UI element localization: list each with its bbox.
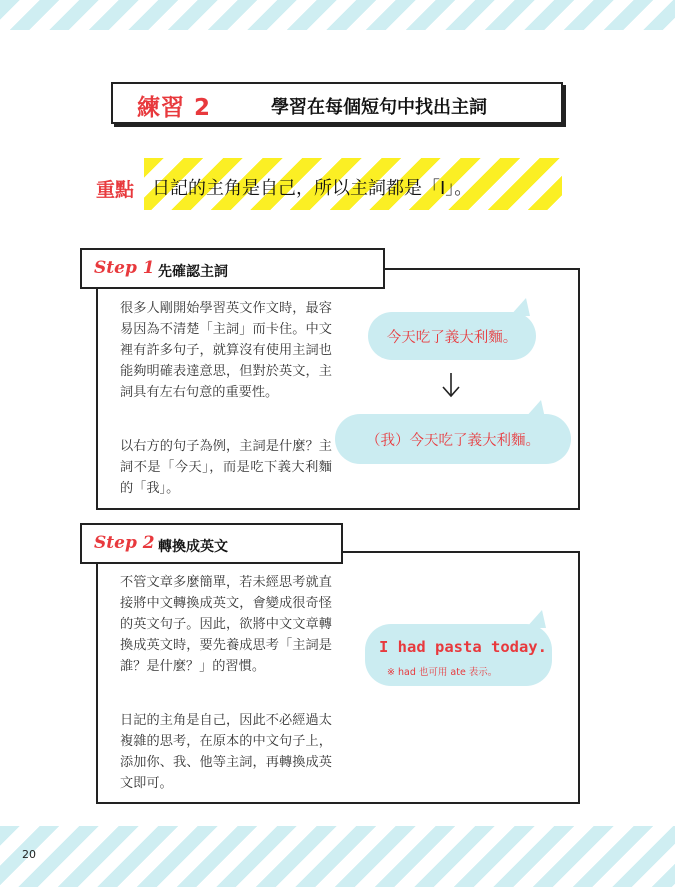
step1-paragraph-1: 很多人剛開始學習英文作文時，最容易因為不清楚「主詞」而卡住。中文裡有許多句子，就算沒有使用主詞也能夠明確表達意思，但對於英文，主詞具有左右句意的重要性。 xyxy=(120,301,332,400)
exercise-title-box xyxy=(111,82,563,124)
bubble-tail xyxy=(526,610,546,628)
speech-bubble-english xyxy=(365,624,552,686)
page-number: 20 xyxy=(22,848,36,861)
bubble-with-subject-text: （我）今天吃了義大利麵。 xyxy=(366,433,540,449)
step1-paragraph-2: 以右方的句子為例，主詞是什麼？主詞不是「今天」，而是吃下義大利麵的「我」。 xyxy=(120,439,332,496)
top-stripe-band xyxy=(0,0,675,30)
bubble-tail xyxy=(510,298,530,316)
step1-title: 先確認主詞 xyxy=(158,264,228,280)
exercise-title: 學習在每個短句中找出主詞 xyxy=(271,97,487,118)
step1-tab xyxy=(80,248,385,289)
key-point-text: 日記的主角是自己，所以主詞都是「I」。 xyxy=(152,178,473,199)
key-point-label: 重點 xyxy=(96,179,135,201)
exercise-number: 練習 2 xyxy=(137,95,212,121)
step2-title: 轉換成英文 xyxy=(158,539,228,555)
speech-bubble-with-subject xyxy=(335,414,571,464)
step2-paragraph-2: 日記的主角是自己，因此不必經過太複雜的思考，在原本的中文句子上，添加你、我、他等主詞，再轉換成英文即可。 xyxy=(120,713,332,791)
english-sentence: I had pasta today. xyxy=(379,638,547,656)
step2-tab xyxy=(80,523,343,564)
bottom-stripe-band xyxy=(0,826,675,887)
step2-paragraph-1: 不管文章多麼簡單，若未經思考就直接將中文轉換成英文，會變成很奇怪的英文句子。因此，欲將中文文章轉換成英文時，要先養成思考「主詞是誰？是什麼？」的習慣。 xyxy=(120,575,332,674)
bubble-chinese-text: 今天吃了義大利麵。 xyxy=(386,330,518,346)
english-note: ※ had 也可用 ate 表示。 xyxy=(387,667,498,678)
step1-label: Step 1 xyxy=(94,258,155,278)
down-arrow-icon xyxy=(441,372,461,398)
step2-label: Step 2 xyxy=(94,533,155,553)
bubble-tail xyxy=(525,400,545,418)
speech-bubble-chinese xyxy=(368,312,536,360)
